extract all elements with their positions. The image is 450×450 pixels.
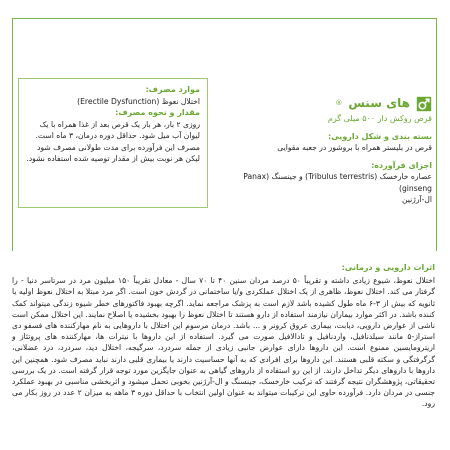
usage-text: اختلال نعوظ (Erectile Dysfunction) [77,96,200,106]
dose-heading: مقدار و نحوه مصرف: [115,108,200,117]
male-symbol-icon [416,96,432,112]
ingredients-line2: ال-آرژنین [402,195,432,204]
packaging-text: قرص در بلیستر همراه با بروشور در جعبه مقوایی [277,143,432,152]
ingredients-line1: عصاره خارخسک (Tribulus terrestris) و جینسنگ (Panax ginseng) [243,172,432,193]
packaging-heading: بسته بندی و شکل دارویی: [328,131,432,141]
product-info [217,96,432,206]
brand-subtitle: قرص روکش دار ۵۰۰ میلی گرم [327,114,432,123]
brand-name: های سنس [348,96,410,111]
ingredients-heading: اجزای فرآورده: [371,160,432,170]
usage-heading: موارد مصرف: [145,85,200,94]
effects-text: اختلال نعوظ، شیوع زیادی داشته و تقریباً ۵۰ درصد مردان سنین ۴۰ تا ۷۰ سال - معادل تقریباً ۱۵۰ میلیون مرد در سرتاسر دنیا - را گرفتار می کند. اختلال نعوظ، ظاهری از یک اختلال عملکردی و/یا ساختمانی در گردش خون است. اگر مرد مبتلا به اختلال نعوظ اولیه یا ثانویه که بیش از ۳-۶ ماه طول کشیده باشد لازم است به پزشک مراجعه نماید. اگرچه بهبود فاکتورهای خطر شیوه زندگی میتواند کمک کننده باشد. در اکثر موارد بیماران نیازمند استفاده از دارو هستند تا اختلال نعوظ را بهبود بخشیده یا اصلاح نمایند. این اختلال ممکن است ناشی از عوارض دارویی، دیابت، بیماری عروق کرونر و ... باشد. درمان مرسوم این اختلال با داروهایی به نام مهارکننده های فسفو دی استراز-۵ مانند سیلدنافیل، واردنافیل و تادالافیل صورت می گیرد. استفاده از این داروها با نیترات ها، مهارکننده های پروتئاز و اریترومایسین ممنوع است. این داروها دارای عوارض جانبی زیادی از جمله سردرد، سرگیجه، اختلال دید، سردرد، درد عضلانی، گرگرفتگی و سکته قلبی هستند. این داروها برای افرادی که به آنها حساسیت دارند یا بیماری قلبی دارند نباید مصرف شود. همچنین این داروها با داروهای دیگر تداخل دارند. از این رو استفاده از داروهای گیاهی به عنوان جایگزین مورد توجه قرار گرفته است. در یک بررسی تحقیقاتی، پژوهشگران نتیجه گرفتند که ترکیب خارخسک، جینسنگ و ال-آرژنین بخوبی تحمل میشود و اثربخشی مناسبی در بهبود عملکرد جنسی در مردان دارد. فرآورده حاوی این ترکیبات میتواند به عنوان اولین انتخاب با حداقل دوره ۳ ماهه به میزان ۲ عدد در روز بکار می رود. [12,276,435,409]
brand-row [217,96,432,112]
usage-box [18,78,208,208]
effects-heading: اثرات دارویی و درمانی: [341,263,435,272]
effects-section [12,250,435,410]
registered-mark: ® [335,99,343,108]
dose-text: روزی ۲ بار، هر بار یک قرص بعد از غذا همراه با یک لیوان آب میل شود. حداقل دوره درمان، ۳ ماه است. مصرف این فرآورده برای مدت طولانی مصرف شود لیکن هر نوبت بیش از مقدار توصیه شده استفاده نشود. [26,119,200,163]
